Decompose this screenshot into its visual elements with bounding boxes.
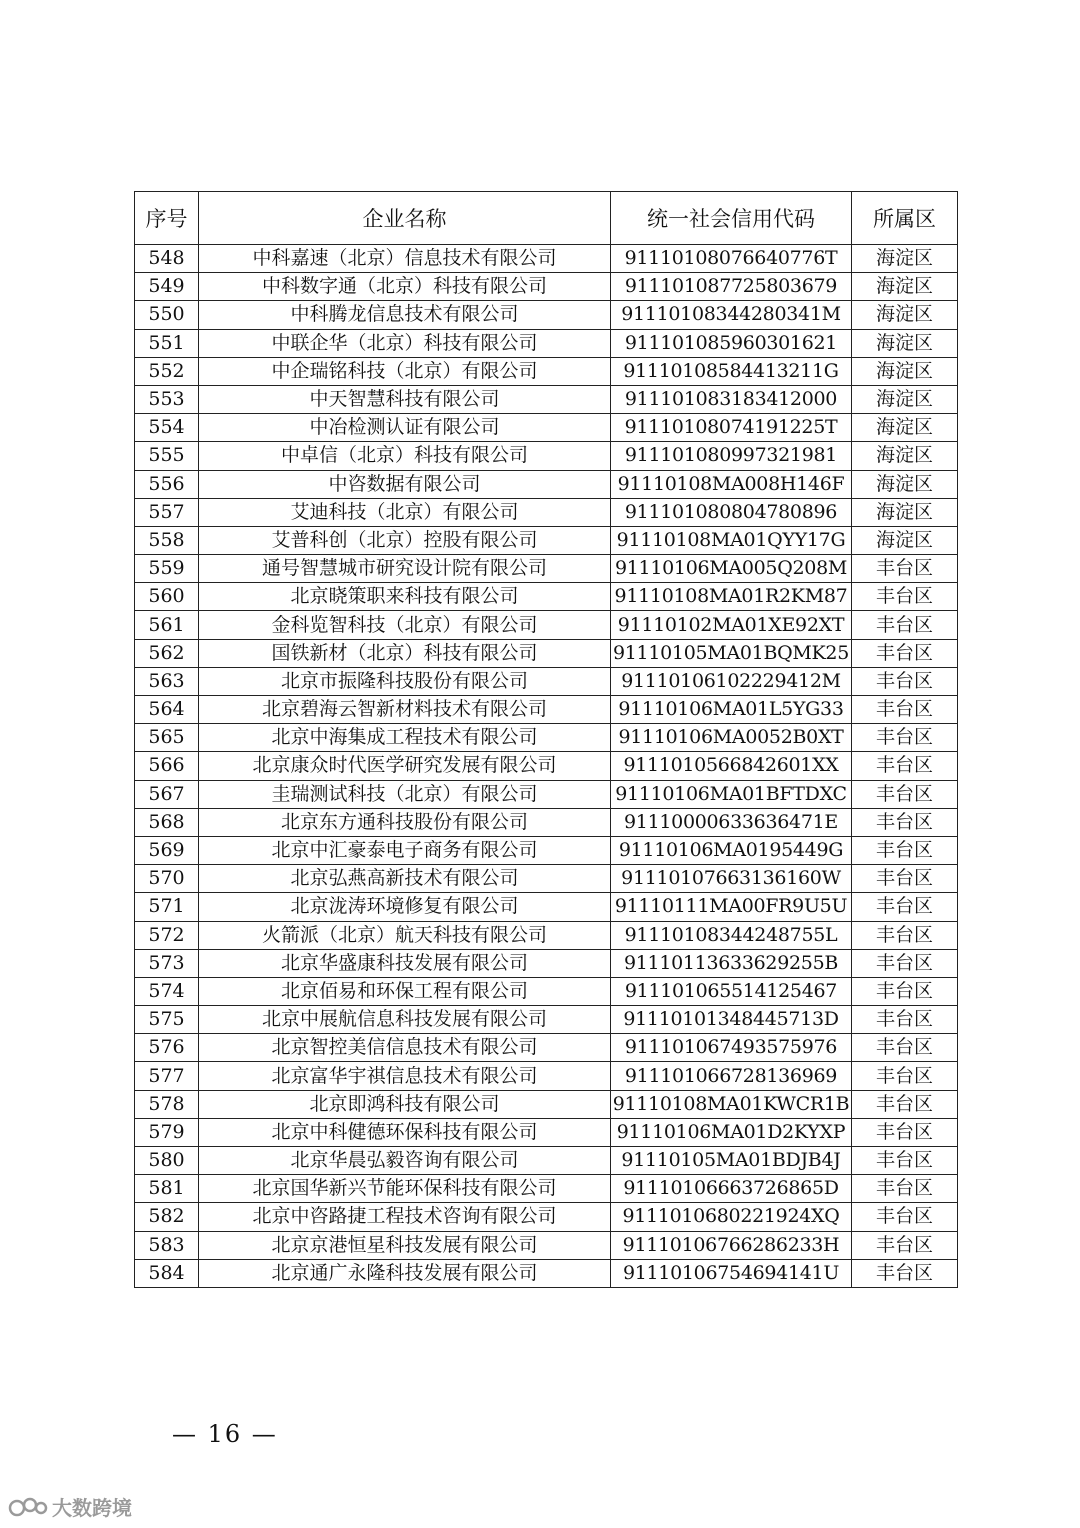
enterprise-table <box>134 191 958 1288</box>
table-row <box>135 865 958 893</box>
row-company-name: 北京市振隆科技股份有限公司 <box>199 667 611 695</box>
table-row <box>135 836 958 864</box>
row-serial: 563 <box>135 667 199 695</box>
table-row <box>135 1062 958 1090</box>
row-company-name: 北京华盛康科技发展有限公司 <box>199 949 611 977</box>
row-credit-code: 91110106754694141U <box>611 1259 852 1287</box>
table-row <box>135 921 958 949</box>
row-credit-code: 911101085960301621 <box>611 329 852 357</box>
row-credit-code: 91110108584413211G <box>611 357 852 385</box>
table-row <box>135 555 958 583</box>
table-row <box>135 1231 958 1259</box>
row-credit-code: 9111010566842601XX <box>611 752 852 780</box>
table-row <box>135 273 958 301</box>
row-credit-code: 91110105MA01BQMK25 <box>611 639 852 667</box>
row-company-name: 北京智控美信信息技术有限公司 <box>199 1034 611 1062</box>
row-company-name: 北京佰易和环保工程有限公司 <box>199 977 611 1005</box>
row-company-name: 北京东方通科技股份有限公司 <box>199 808 611 836</box>
row-credit-code: 911101065514125467 <box>611 977 852 1005</box>
table-row <box>135 1118 958 1146</box>
row-serial: 575 <box>135 1006 199 1034</box>
row-company-name: 中联企华（北京）科技有限公司 <box>199 329 611 357</box>
row-credit-code: 91110108076640776T <box>611 245 852 273</box>
row-credit-code: 91110106MA0195449G <box>611 836 852 864</box>
table-row <box>135 329 958 357</box>
row-serial: 548 <box>135 245 199 273</box>
row-serial: 573 <box>135 949 199 977</box>
row-company-name: 北京泷涛环境修复有限公司 <box>199 893 611 921</box>
row-company-name: 中科嘉速（北京）信息技术有限公司 <box>199 245 611 273</box>
row-district: 丰台区 <box>852 836 958 864</box>
row-serial: 579 <box>135 1118 199 1146</box>
table-row <box>135 583 958 611</box>
row-credit-code: 91110106MA01L5YG33 <box>611 696 852 724</box>
row-district: 丰台区 <box>852 696 958 724</box>
row-credit-code: 91110106766286233H <box>611 1231 852 1259</box>
row-credit-code: 911101080997321981 <box>611 442 852 470</box>
row-company-name: 北京中展航信息科技发展有限公司 <box>199 1006 611 1034</box>
watermark-logo-icon <box>8 1496 48 1518</box>
row-district: 海淀区 <box>852 498 958 526</box>
row-district: 海淀区 <box>852 301 958 329</box>
row-company-name: 北京碧海云智新材料技术有限公司 <box>199 696 611 724</box>
row-company-name: 北京华晨弘毅咨询有限公司 <box>199 1147 611 1175</box>
row-company-name: 北京富华宇祺信息技术有限公司 <box>199 1062 611 1090</box>
row-district: 丰台区 <box>852 893 958 921</box>
header-credit-code: 统一社会信用代码 <box>611 192 852 245</box>
header-serial: 序号 <box>135 192 199 245</box>
row-credit-code: 91110101348445713D <box>611 1006 852 1034</box>
row-credit-code: 91110106MA0052B0XT <box>611 724 852 752</box>
table-row <box>135 1034 958 1062</box>
row-credit-code: 91110113633629255B <box>611 949 852 977</box>
row-serial: 555 <box>135 442 199 470</box>
watermark <box>8 1492 132 1521</box>
row-district: 海淀区 <box>852 245 958 273</box>
row-serial: 550 <box>135 301 199 329</box>
row-district: 海淀区 <box>852 470 958 498</box>
row-credit-code: 91110108074191225T <box>611 414 852 442</box>
row-district: 丰台区 <box>852 949 958 977</box>
row-district: 海淀区 <box>852 414 958 442</box>
row-company-name: 中卓信（北京）科技有限公司 <box>199 442 611 470</box>
row-credit-code: 9111010680221924XQ <box>611 1203 852 1231</box>
table-row <box>135 893 958 921</box>
row-serial: 557 <box>135 498 199 526</box>
table-row <box>135 977 958 1005</box>
row-district: 海淀区 <box>852 526 958 554</box>
row-district: 海淀区 <box>852 357 958 385</box>
row-district: 丰台区 <box>852 1118 958 1146</box>
row-serial: 577 <box>135 1062 199 1090</box>
row-district: 丰台区 <box>852 780 958 808</box>
row-district: 丰台区 <box>852 1175 958 1203</box>
row-company-name: 北京中咨路捷工程技术咨询有限公司 <box>199 1203 611 1231</box>
row-company-name: 北京中汇豪泰电子商务有限公司 <box>199 836 611 864</box>
row-district: 丰台区 <box>852 583 958 611</box>
row-company-name: 国铁新材（北京）科技有限公司 <box>199 639 611 667</box>
table-row <box>135 414 958 442</box>
row-company-name: 艾迪科技（北京）有限公司 <box>199 498 611 526</box>
row-serial: 560 <box>135 583 199 611</box>
row-serial: 582 <box>135 1203 199 1231</box>
row-serial: 576 <box>135 1034 199 1062</box>
row-district: 丰台区 <box>852 921 958 949</box>
header-district: 所属区 <box>852 192 958 245</box>
row-serial: 553 <box>135 385 199 413</box>
row-serial: 570 <box>135 865 199 893</box>
table-row <box>135 639 958 667</box>
row-district: 丰台区 <box>852 1062 958 1090</box>
row-district: 海淀区 <box>852 329 958 357</box>
table-row <box>135 724 958 752</box>
row-district: 丰台区 <box>852 1231 958 1259</box>
row-serial: 559 <box>135 555 199 583</box>
row-serial: 552 <box>135 357 199 385</box>
row-district: 丰台区 <box>852 611 958 639</box>
row-serial: 565 <box>135 724 199 752</box>
row-company-name: 北京中海集成工程技术有限公司 <box>199 724 611 752</box>
row-serial: 584 <box>135 1259 199 1287</box>
row-credit-code: 91110108344280341M <box>611 301 852 329</box>
row-serial: 566 <box>135 752 199 780</box>
row-credit-code: 91110108344248755L <box>611 921 852 949</box>
row-credit-code: 91110108MA01KWCR1B <box>611 1090 852 1118</box>
row-district: 丰台区 <box>852 667 958 695</box>
row-company-name: 圭瑞测试科技（北京）有限公司 <box>199 780 611 808</box>
row-company-name: 火箭派（北京）航天科技有限公司 <box>199 921 611 949</box>
row-serial: 562 <box>135 639 199 667</box>
row-company-name: 金科览智科技（北京）有限公司 <box>199 611 611 639</box>
row-serial: 583 <box>135 1231 199 1259</box>
row-district: 丰台区 <box>852 639 958 667</box>
table-row <box>135 949 958 977</box>
table-row <box>135 1147 958 1175</box>
row-district: 海淀区 <box>852 273 958 301</box>
row-credit-code: 91110105MA01BDJB4J <box>611 1147 852 1175</box>
row-credit-code: 911101066728136969 <box>611 1062 852 1090</box>
row-company-name: 中科腾龙信息技术有限公司 <box>199 301 611 329</box>
row-company-name: 中科数字通（北京）科技有限公司 <box>199 273 611 301</box>
row-company-name: 中企瑞铭科技（北京）有限公司 <box>199 357 611 385</box>
row-serial: 574 <box>135 977 199 1005</box>
table-row <box>135 808 958 836</box>
table-row <box>135 1259 958 1287</box>
row-serial: 558 <box>135 526 199 554</box>
row-credit-code: 91110102MA01XE92XT <box>611 611 852 639</box>
table-row <box>135 526 958 554</box>
row-serial: 568 <box>135 808 199 836</box>
row-district: 丰台区 <box>852 865 958 893</box>
row-company-name: 北京中科健德环保科技有限公司 <box>199 1118 611 1146</box>
row-company-name: 北京弘燕高新技术有限公司 <box>199 865 611 893</box>
row-credit-code: 91110108MA01R2KM87 <box>611 583 852 611</box>
row-company-name: 北京康众时代医学研究发展有限公司 <box>199 752 611 780</box>
row-credit-code: 91110108MA01QYY17G <box>611 526 852 554</box>
table-row <box>135 696 958 724</box>
header-company-name: 企业名称 <box>199 192 611 245</box>
row-serial: 578 <box>135 1090 199 1118</box>
row-district: 丰台区 <box>852 752 958 780</box>
row-serial: 567 <box>135 780 199 808</box>
row-serial: 571 <box>135 893 199 921</box>
row-credit-code: 911101080804780896 <box>611 498 852 526</box>
row-district: 丰台区 <box>852 1090 958 1118</box>
row-district: 丰台区 <box>852 808 958 836</box>
table-row <box>135 752 958 780</box>
watermark-text: 大数跨境 <box>52 1496 132 1520</box>
row-serial: 556 <box>135 470 199 498</box>
table-row <box>135 780 958 808</box>
row-company-name: 中咨数据有限公司 <box>199 470 611 498</box>
row-credit-code: 91110000633636471E <box>611 808 852 836</box>
row-credit-code: 91110106MA01D2KYXP <box>611 1118 852 1146</box>
row-credit-code: 91110108MA008H146F <box>611 470 852 498</box>
table-row <box>135 301 958 329</box>
table-body <box>135 245 958 1288</box>
row-credit-code: 91110111MA00FR9U5U <box>611 893 852 921</box>
row-serial: 580 <box>135 1147 199 1175</box>
row-serial: 572 <box>135 921 199 949</box>
row-credit-code: 91110106MA01BFTDXC <box>611 780 852 808</box>
table-row <box>135 385 958 413</box>
table-row <box>135 611 958 639</box>
table-row <box>135 357 958 385</box>
row-credit-code: 91110106102229412M <box>611 667 852 695</box>
row-district: 丰台区 <box>852 1259 958 1287</box>
row-credit-code: 911101067493575976 <box>611 1034 852 1062</box>
table-row <box>135 1203 958 1231</box>
row-credit-code: 911101087725803679 <box>611 273 852 301</box>
row-serial: 561 <box>135 611 199 639</box>
row-district: 丰台区 <box>852 724 958 752</box>
row-company-name: 北京通广永隆科技发展有限公司 <box>199 1259 611 1287</box>
row-company-name: 北京京港恒星科技发展有限公司 <box>199 1231 611 1259</box>
table-row <box>135 470 958 498</box>
row-company-name: 中冶检测认证有限公司 <box>199 414 611 442</box>
row-company-name: 北京国华新兴节能环保科技有限公司 <box>199 1175 611 1203</box>
row-serial: 551 <box>135 329 199 357</box>
row-serial: 581 <box>135 1175 199 1203</box>
row-district: 丰台区 <box>852 1034 958 1062</box>
row-company-name: 艾普科创（北京）控股有限公司 <box>199 526 611 554</box>
row-credit-code: 911101083183412000 <box>611 385 852 413</box>
row-company-name: 通号智慧城市研究设计院有限公司 <box>199 555 611 583</box>
page-number: — 16 — <box>172 1420 278 1448</box>
table-row <box>135 1175 958 1203</box>
table-row <box>135 442 958 470</box>
row-district: 丰台区 <box>852 1147 958 1175</box>
table-row <box>135 1006 958 1034</box>
row-credit-code: 91110107663136160W <box>611 865 852 893</box>
row-credit-code: 91110106663726865D <box>611 1175 852 1203</box>
row-district: 丰台区 <box>852 1006 958 1034</box>
table-header-row <box>135 192 958 245</box>
row-company-name: 中天智慧科技有限公司 <box>199 385 611 413</box>
row-company-name: 北京即鸿科技有限公司 <box>199 1090 611 1118</box>
row-serial: 549 <box>135 273 199 301</box>
row-company-name: 北京晓策职来科技有限公司 <box>199 583 611 611</box>
table-row <box>135 498 958 526</box>
row-district: 丰台区 <box>852 555 958 583</box>
row-serial: 569 <box>135 836 199 864</box>
table-row <box>135 1090 958 1118</box>
row-district: 丰台区 <box>852 977 958 1005</box>
row-district: 海淀区 <box>852 385 958 413</box>
row-district: 丰台区 <box>852 1203 958 1231</box>
table-row <box>135 245 958 273</box>
row-credit-code: 91110106MA005Q208M <box>611 555 852 583</box>
row-serial: 564 <box>135 696 199 724</box>
row-serial: 554 <box>135 414 199 442</box>
row-district: 海淀区 <box>852 442 958 470</box>
table-row <box>135 667 958 695</box>
